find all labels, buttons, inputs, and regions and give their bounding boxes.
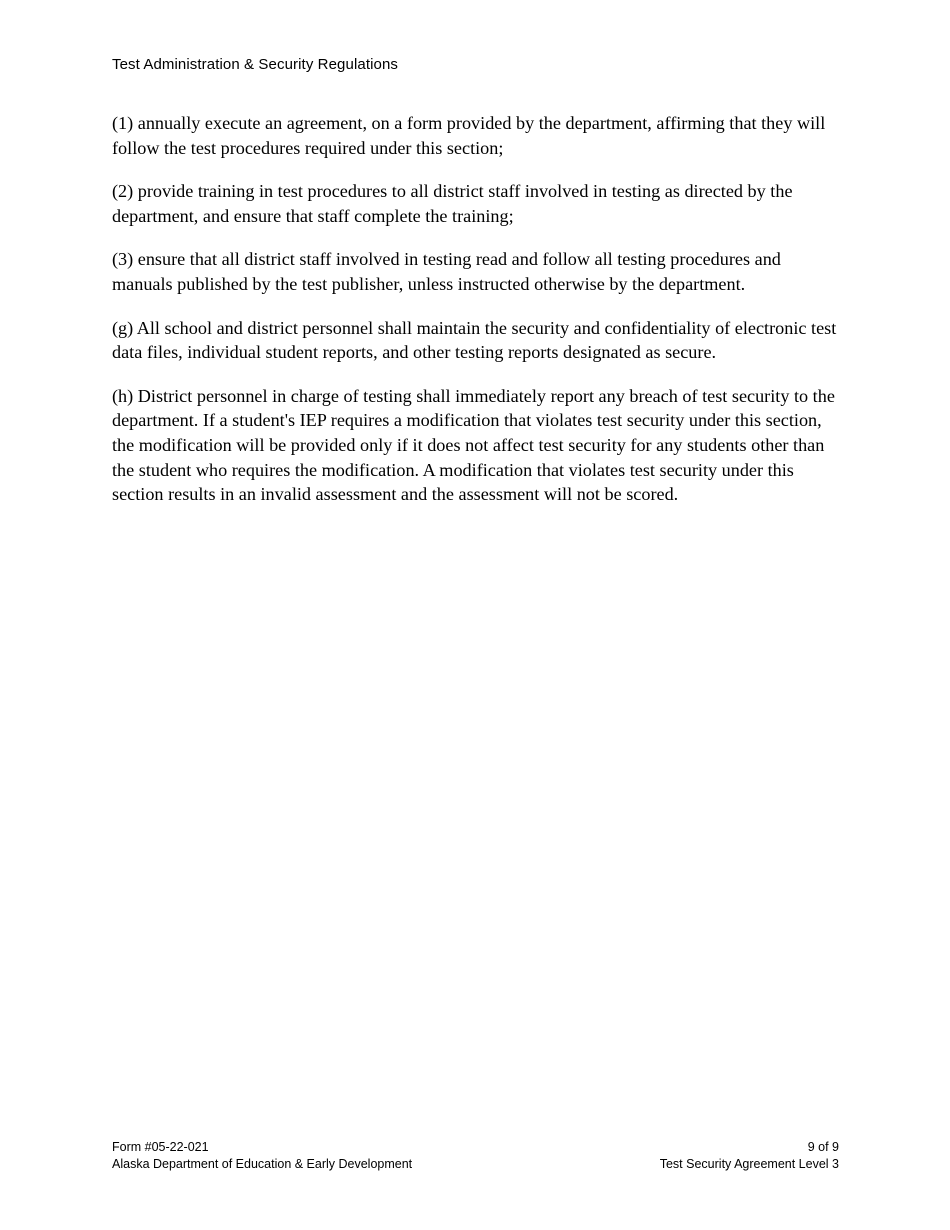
paragraph-g: (g) All school and district personnel shall maintain the security and confidentiality of electronic test data files, individual student reports, and other testing reports designated as secure. <box>112 317 837 363</box>
page-header <box>112 55 398 75</box>
header-title: Test Administration & Security Regulations <box>112 56 398 73</box>
paragraph-1: (1) annually execute an agreement, on a form provided by the department, affirming that they will follow the test procedures required under this section; <box>112 113 826 158</box>
form-number: Form #05-22-021 <box>112 1140 209 1154</box>
paragraph-2: (2) provide training in test procedures to all district staff involved in testing as directed by the department, and ensure that staff complete the training; <box>112 181 793 226</box>
document-title: Test Security Agreement Level 3 <box>659 1157 839 1171</box>
organization-name: Alaska Department of Education & Early Development <box>112 1157 413 1171</box>
page-indicator: 9 of 9 <box>807 1140 839 1154</box>
footer-right <box>660 1139 839 1173</box>
document-body <box>112 111 840 526</box>
paragraph-3: (3) ensure that all district staff involved in testing read and follow all testing procedures and manuals published by the test publisher, unless instructed otherwise by the department. <box>112 249 781 294</box>
footer-left <box>112 1139 412 1173</box>
paragraph-h: (h) District personnel in charge of testing shall immediately report any breach of test security to the department. If a student's IEP requires a modification that violates test security under this section, the modification will be provided only if it does not affect test security for any students other than the student who requires the modification. A modification that violates test security under this section results in an invalid assessment and the assessment will not be scored. <box>112 385 835 505</box>
